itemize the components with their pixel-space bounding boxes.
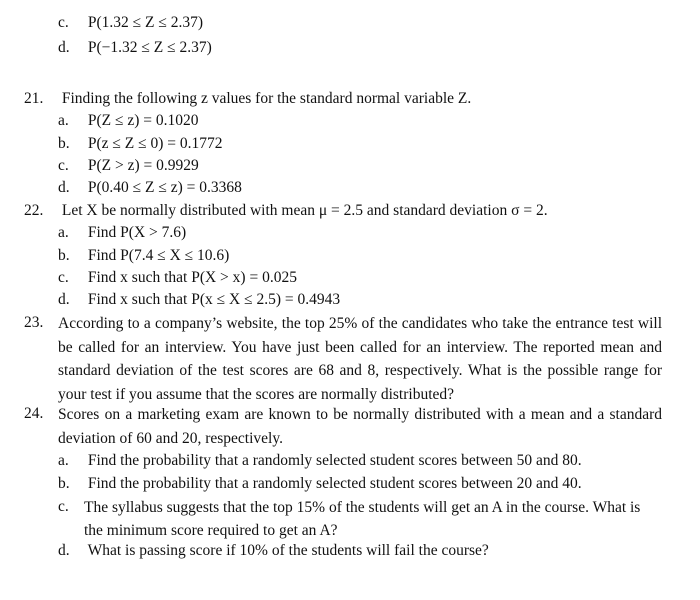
item-marker: d. <box>58 179 70 196</box>
item-text: Find x such that P(X > x) = 0.025 <box>87 269 297 286</box>
item-text: Find the probability that a randomly selected student scores between 20 and 40. <box>87 475 582 492</box>
item-text: P(z ≤ Z ≤ 0) = 0.1772 <box>87 135 223 152</box>
item-text: P(1.32 ≤ Z ≤ 2.37) <box>87 14 204 31</box>
item-marker: a. <box>58 224 69 241</box>
list-item <box>58 473 582 495</box>
item-marker: d. <box>58 542 70 559</box>
question-number: 21. <box>24 90 44 107</box>
list-item <box>58 267 297 289</box>
question-24-text: Scores on a marketing exam are known to be normally distributed with a mean and a standard deviation of 60 and 20, respectively. <box>58 406 662 447</box>
question-number: 22. <box>24 202 44 219</box>
item-text: Find P(7.4 ≤ X ≤ 10.6) <box>87 247 230 264</box>
item-marker: b. <box>58 135 70 152</box>
item-marker: c. <box>58 14 69 31</box>
question-22-heading <box>24 200 548 222</box>
list-item <box>58 155 199 177</box>
list-item <box>58 177 242 199</box>
list-item <box>58 37 212 59</box>
item-text: The syllabus suggests that the top 15% of the students will get an A in the course. What is the minimum score required to get an A? <box>84 499 641 539</box>
item-marker: a. <box>58 112 69 129</box>
list-item <box>58 110 199 132</box>
item-marker: b. <box>58 475 70 492</box>
question-23-text: According to a company’s website, the top 25% of the candidates who take the entrance test will be called for an interview. You have just been called for an interview. The reported mean and standard deviation of the test scores are 68 and 8, respectively. What is the possible range for your test if you assume that the scores are normally distributed? <box>58 315 662 403</box>
question-text: Let X be normally distributed with mean μ = 2.5 and standard deviation σ = 2. <box>61 202 548 219</box>
list-item <box>58 540 489 562</box>
list-item <box>58 450 582 472</box>
question-number: 24. <box>24 405 44 422</box>
question-number: 23. <box>24 314 44 331</box>
item-marker: b. <box>58 247 70 264</box>
item-marker: c. <box>58 498 69 515</box>
item-text: P(Z > z) = 0.9929 <box>87 157 199 174</box>
item-text: Find the probability that a randomly selected student scores between 50 and 80. <box>87 452 582 469</box>
item-marker: a. <box>58 452 69 469</box>
item-marker: d. <box>58 291 70 308</box>
item-text: P(0.40 ≤ Z ≤ z) = 0.3368 <box>87 179 242 196</box>
question-text: Finding the following z values for the standard normal variable Z. <box>61 90 472 107</box>
item-text: Find x such that P(x ≤ X ≤ 2.5) = 0.4943 <box>87 291 341 308</box>
list-item <box>58 133 223 155</box>
item-text: P(Z ≤ z) = 0.1020 <box>87 112 199 129</box>
item-text: Find P(X > 7.6) <box>87 224 187 241</box>
item-marker: d. <box>58 39 70 56</box>
item-text: What is passing score if 10% of the students will fail the course? <box>87 542 489 559</box>
item-marker: c. <box>58 157 69 174</box>
list-item <box>58 222 186 244</box>
list-item <box>58 12 203 34</box>
item-text: P(−1.32 ≤ Z ≤ 2.37) <box>87 39 212 56</box>
list-item <box>58 289 340 311</box>
item-marker: c. <box>58 269 69 286</box>
question-21-heading <box>24 88 471 110</box>
list-item-marker-c <box>58 496 84 518</box>
list-item <box>58 245 229 267</box>
